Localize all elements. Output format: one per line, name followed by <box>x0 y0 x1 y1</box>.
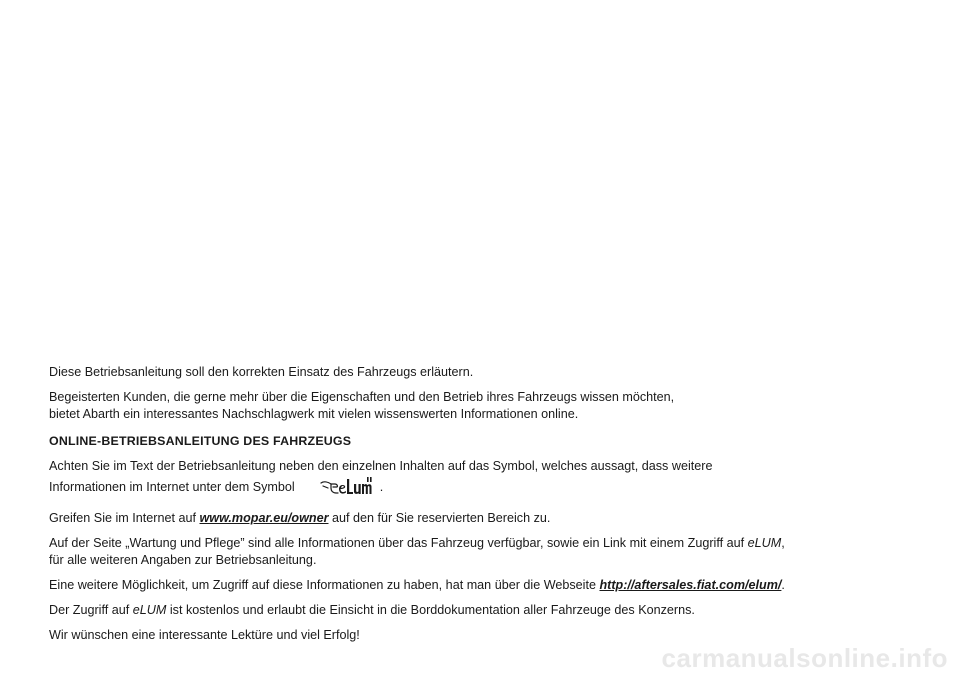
manual-intro-text <box>49 364 909 652</box>
site-watermark: carmanualsonline.info <box>661 643 948 673</box>
intro-paragraph <box>49 364 909 381</box>
symbol-line-2: Informationen im Internet unter dem Symbol <box>49 480 295 494</box>
internet-text-before: Greifen Sie im Internet auf <box>49 511 196 525</box>
service-paragraph <box>49 535 909 569</box>
service-text-before: Auf der Seite „Wartung und Pflege” sind alle Informationen über das Fahrzeug verfügbar, sowie ein Link mit einem Zugriff auf <box>49 536 745 550</box>
internet-text-after: auf den für Sie reservierten Bereich zu. <box>332 511 551 525</box>
access-paragraph <box>49 602 909 619</box>
service-elum-term: eLUM <box>747 536 782 550</box>
customers-paragraph <box>49 389 909 423</box>
closing-paragraph <box>49 627 909 644</box>
service-comma: , <box>781 536 785 550</box>
symbol-line-1: Achten Sie im Text der Betriebsanleitung neben den einzelnen Inhalten auf das Symbol, welches aussagt, dass weitere <box>49 459 713 473</box>
symbol-paragraph <box>49 458 909 502</box>
aftersales-elum-link[interactable]: http://aftersales.fiat.com/elum/ <box>599 578 782 592</box>
elum-touch-icon <box>320 475 372 502</box>
service-line-2: für alle weiteren Angaben zur Betriebsanleitung. <box>49 553 317 567</box>
website-period: . <box>781 578 785 592</box>
customers-line-1: Begeisterten Kunden, die gerne mehr über die Eigenschaften und den Betrieb ihres Fahrzeugs wissen möchten, <box>49 390 675 404</box>
internet-paragraph <box>49 510 909 527</box>
website-paragraph <box>49 577 909 594</box>
customers-line-2: bietet Abarth ein interessantes Nachschlagwerk mit vielen wissenswerten Informationen online. <box>49 407 579 421</box>
intro-text: Diese Betriebsanleitung soll den korrekten Einsatz des Fahrzeugs erläutern. <box>49 365 474 379</box>
access-text-before: Der Zugriff auf <box>49 603 130 617</box>
website-text-before: Eine weitere Möglichkeit, um Zugriff auf diese Informationen zu haben, hat man über die Webseite <box>49 578 596 592</box>
access-text-after: ist kostenlos und erlaubt die Einsicht in die Borddokumentation aller Fahrzeuge des Konzerns. <box>169 603 695 617</box>
symbol-period: . <box>379 480 384 494</box>
heading-text: ONLINE-BETRIEBSANLEITUNG DES FAHRZEUGS <box>49 434 352 448</box>
access-elum-term: eLUM <box>132 603 167 617</box>
closing-text: Wir wünschen eine interessante Lektüre und viel Erfolg! <box>49 628 360 642</box>
mopar-owner-link[interactable]: www.mopar.eu/owner <box>199 511 329 525</box>
online-manual-heading <box>49 433 909 450</box>
